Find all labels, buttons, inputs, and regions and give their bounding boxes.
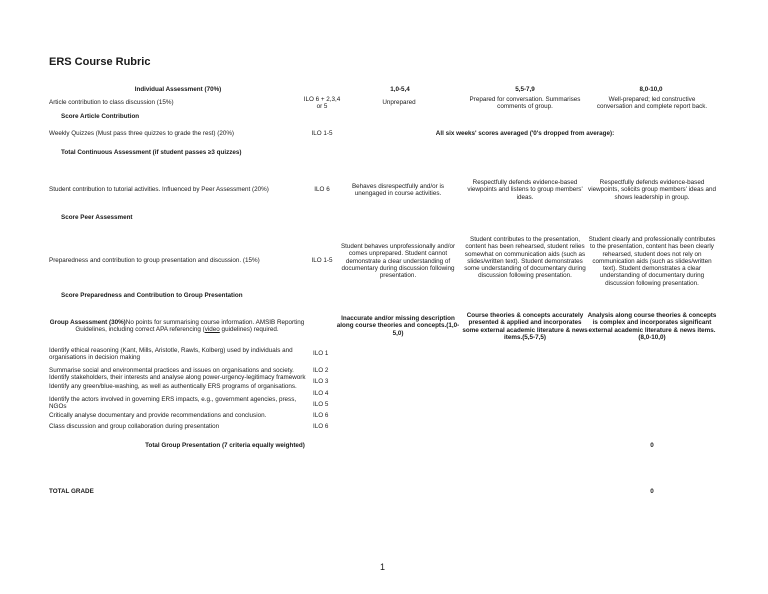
total-continuous-assessment: Total Continuous Assessment (if student passes ≥3 quizzes) [61,149,242,156]
criterion-text: Identify any green/blue-washing, as well as authentically ERS programs of organisations. [49,383,297,390]
document-title: ERS Course Rubric [49,56,151,68]
preparedness-col2: Student contributes to the presentation, content has been rehearsed, student relies somewhat on communication aids (such as slides/written text). Student demonstrates some understanding of documentary during discussion following presentation. [464,236,586,280]
criterion-ilo: ILO 3 [313,378,329,385]
col1-heading: 1,0-5,4 [390,86,410,93]
weekly-quizzes-label: Weekly Quizzes (Must pass three quizzes to grade the rest) (20%) [49,130,235,137]
quizzes-averaged-note: All six weeks' scores averaged ('0's dropped from average): [435,130,615,137]
tutorial-col1: Behaves disrespectfully and/or is unengaged in course activities. [351,183,445,198]
group-assessment-text: No points for summarising course information. AMSIB Reporting Guidelines, including correct APA referencing ( [75,319,305,334]
criterion-ilo: ILO 6 [313,423,329,430]
criterion-ilo: ILO 2 [313,367,329,374]
criterion-text: Class discussion and group collaboration during presentation [49,423,220,430]
criterion-text: Critically analyse documentary and provide recommendations and conclusion. [49,412,267,419]
preparedness-ilo: ILO 1-5 [311,257,333,264]
group-col1: Inaccurate and/or missing description along course theories and concepts.(1,0-5,0) [336,315,460,337]
criterion-text: Identify ethical reasoning (Kant, Mills, Aristotle, Rawls, Kolberg) used by individuals and organisations in decision making [49,347,293,362]
tutorial-col2: Respectfully defends evidence-based viewpoints and listens to group members' ideas. [467,179,583,201]
total-group-presentation-label: Total Group Presentation (7 criteria equally weighted) [145,442,305,449]
group-col3: Analysis along course theories & concepts is complex and incorporates significant external academic literature & news items.(8,0-10,0) [587,312,717,341]
col3-heading: 8,0-10,0 [639,86,663,93]
score-preparedness: Score Preparedness and Contribution to Group Presentation [61,292,243,299]
total-grade-value: 0 [650,488,654,495]
score-peer-assessment: Score Peer Assessment [61,214,133,221]
group-assessment-text-end: guidelines) required. [219,326,279,334]
total-group-presentation-value: 0 [650,442,654,449]
individual-assessment-heading: Individual Assessment (70%) [134,86,222,93]
tutorial-ilo: ILO 6 [314,186,330,193]
article-contribution-label: Article contribution to class discussion (15%) [49,99,174,106]
article-ilo: ILO 6 + 2,3,4 or 5 [303,96,341,111]
group-assessment-description [49,319,305,334]
criterion-ilo: ILO 1 [313,350,329,357]
article-col3: Well-prepared; led constructive conversation and complete report back. [596,96,708,111]
col2-heading: 5,5-7,9 [515,86,535,93]
score-article-contribution: Score Article Contribution [61,113,140,120]
page-number: 1 [380,562,386,572]
criterion-text: Identify the actors involved in governing ERS impacts, e.g., government agencies, press, NGOs [49,396,297,411]
tutorial-contribution-label: Student contribution to tutorial activities. Influenced by Peer Assessment (20%) [49,186,269,193]
preparedness-col3: Student clearly and professionally contributes to the presentation, content has been clearly rehearsed, student does not rely on communication aids (such as slides/written text). Student demonstrates a clear understanding of documentary during discussion following presentation. [588,236,716,287]
video-guidelines-link[interactable]: video [204,326,220,334]
article-col1: Unprepared [382,99,416,106]
criterion-text: Identify stakeholders, their interests and analyse along power-urgency-legitimacy framework [49,374,306,381]
preparedness-label: Preparedness and contribution to group presentation and discussion. (15%) [49,257,260,264]
group-col2: Course theories & concepts accurately presented & applied and incorporates some external academic literature & news items.(5,5-7,5) [462,312,588,341]
quizzes-ilo: ILO 1-5 [311,130,333,137]
preparedness-col1: Student behaves unprofessionally and/or comes unprepared. Student cannot demonstrate a clear understanding of documentary during discussion following presentation. [340,243,456,280]
article-col2: Prepared for conversation. Summarises comments of group. [469,96,581,111]
criterion-ilo: ILO 6 [313,412,329,419]
criterion-ilo: ILO 5 [313,401,329,408]
tutorial-col3: Respectfully defends evidence-based viewpoints, solicits group members' ideas and shows leadership in group. [588,179,716,201]
total-grade-label: TOTAL GRADE [49,488,94,495]
criterion-text: Summarise social and environmental practices and issues on organisations and society. [49,367,294,374]
group-assessment-heading: Group Assessment (30%) [49,319,126,326]
criterion-ilo: ILO 4 [313,390,329,397]
